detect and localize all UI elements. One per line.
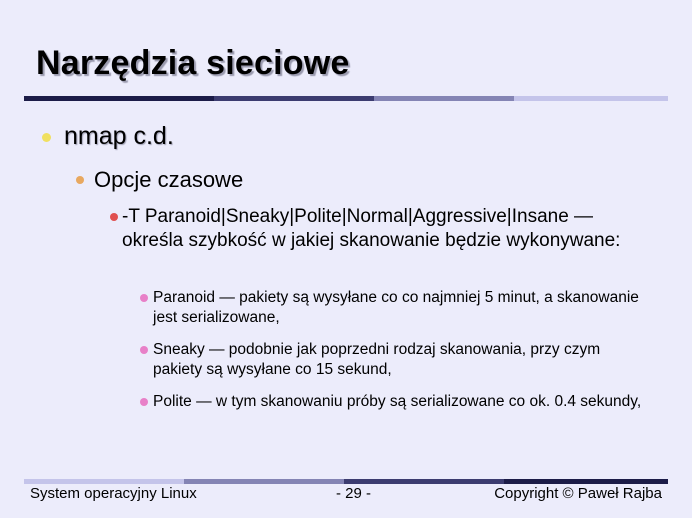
slide-title: Narzędzia sieciowe — [36, 44, 350, 82]
bullet-level1-text: nmap c.d. — [64, 122, 174, 150]
bullet-dot-icon — [110, 213, 118, 221]
bullet-level2-text: Opcje czasowe — [94, 167, 244, 192]
bullet-dot-icon — [140, 398, 148, 406]
bullet-level3-text: -T Paranoid|Sneaky|Polite|Normal|Aggressive|Insane — określa szybkość w jakiej skanowanie będzie wykonywane: — [122, 206, 621, 251]
title-divider — [24, 96, 668, 101]
bullet-level4-text: Sneaky — podobnie jak poprzedni rodzaj skanowania, przy czym pakiety są wysyłane co 15 sekund, — [153, 341, 601, 378]
footer-course: System operacyjny Linux — [30, 485, 197, 502]
footer-divider — [24, 479, 668, 484]
footer-page-number: - 29 - — [336, 485, 372, 502]
bullet-level3 — [122, 205, 652, 253]
bullet-dot-icon — [140, 346, 148, 354]
bullet-level4-sneaky — [153, 340, 653, 380]
bullet-dot-icon — [76, 176, 84, 184]
bullet-level1 — [64, 122, 174, 151]
bullet-level4-text: Paranoid — pakiety są wysyłane co co najmniej 5 minut, a skanowanie jest serializowane, — [153, 289, 639, 326]
footer-copyright: Copyright © Paweł Rajba — [494, 485, 662, 502]
bullet-level4-text: Polite — w tym skanowaniu próby są serializowane co ok. 0.4 sekundy, — [153, 393, 642, 410]
bullet-level4-polite — [153, 392, 653, 412]
bullet-level4-paranoid — [153, 288, 653, 328]
bullet-level2 — [94, 167, 243, 193]
bullet-dot-icon — [42, 133, 51, 142]
bullet-dot-icon — [140, 294, 148, 302]
